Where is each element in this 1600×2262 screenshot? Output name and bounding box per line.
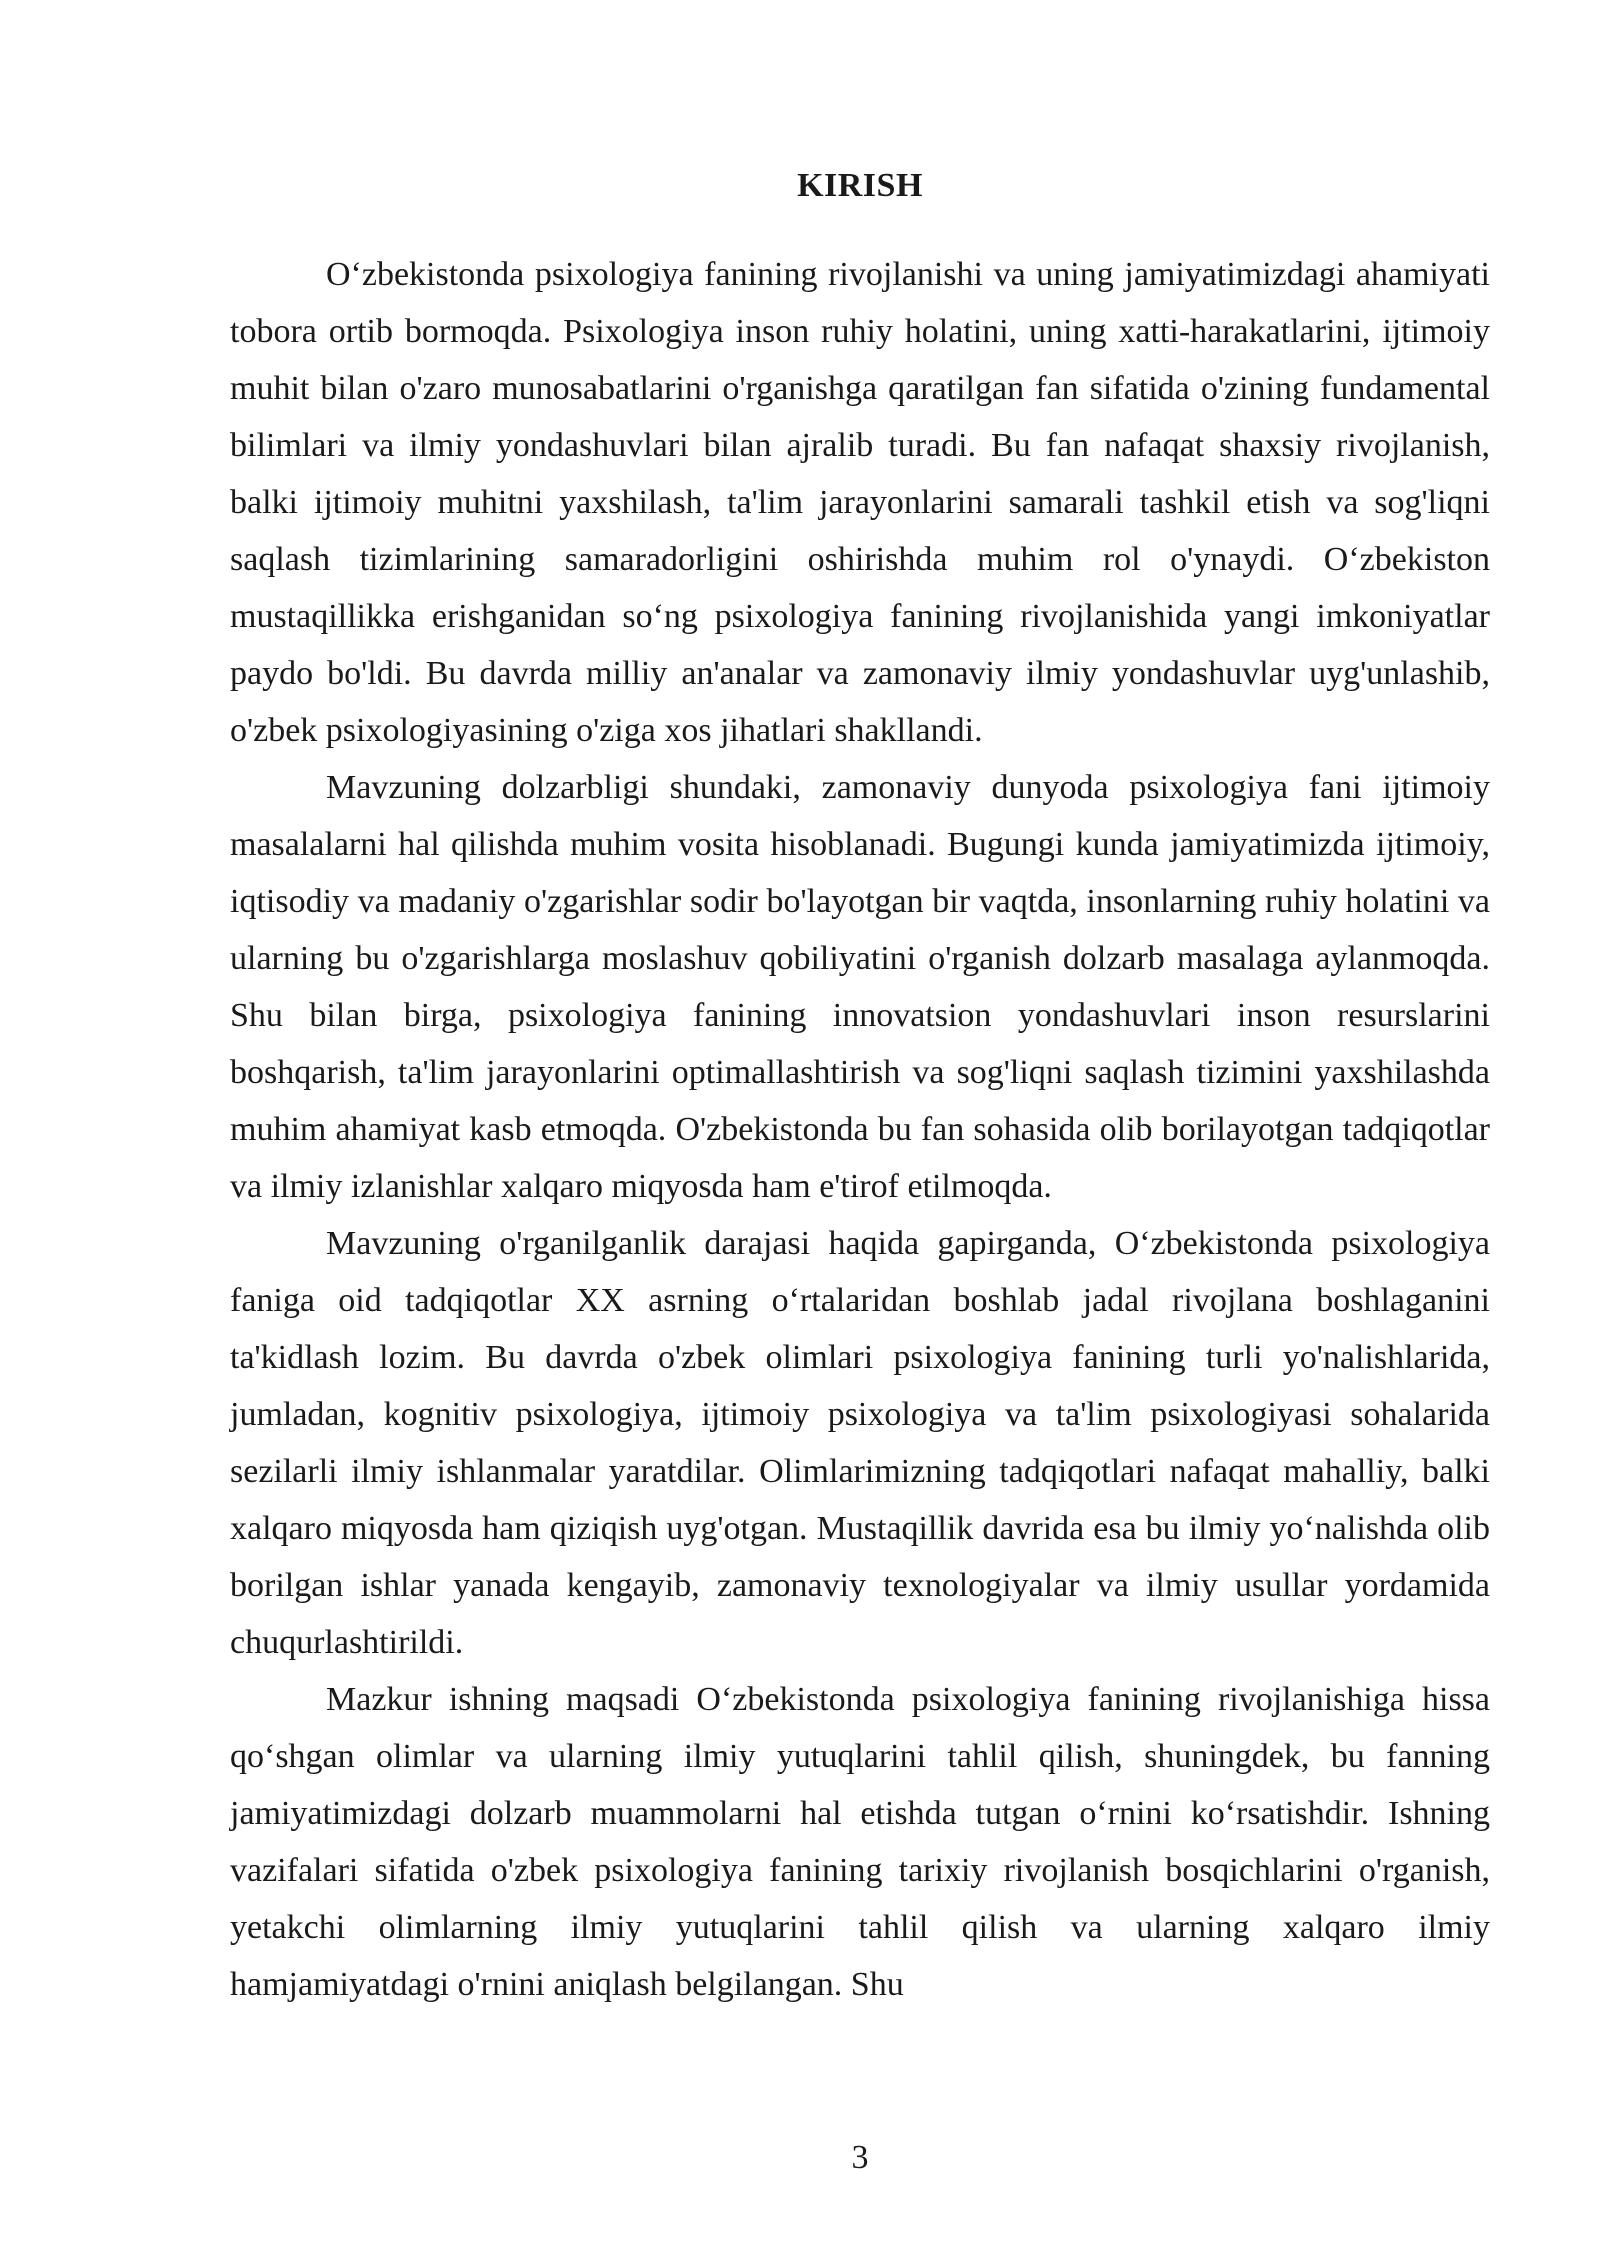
page-number: 3 <box>851 2139 869 2176</box>
body-text <box>230 246 1490 2013</box>
paragraph-relevance: Mavzuning dolzarbligi shundaki, zamonaviy dunyoda psixologiya fani ijtimoiy masalalarni hal qilishda muhim vosita hisoblanadi. Bugungi kunda jamiyatimizda ijtimoiy, iqtisodiy va madaniy o'zgarishlar sodir bo'layotgan bir vaqtda, insonlarning ruhiy holatini va ularning bu o'zgarishlarga moslashuv qobiliyatini o'rganish dolzarb masalaga aylanmoqda. Shu bilan birga, psixologiya fanining innovatsion yondashuvlari inson resurslarini boshqarish, ta'lim jarayonlarini optimallashtirish va sog'liqni saqlash tizimini yaxshilashda muhim ahamiyat kasb etmoqda. O'zbekistonda bu fan sohasida olib borilayotgan tadqiqotlar va ilmiy izlanishlar xalqaro miqyosda ham e'tirof etilmoqda. <box>230 769 1490 1205</box>
paragraph-goal: Mazkur ishning maqsadi O‘zbekistonda psixologiya fanining rivojlanishiga hissa qo‘shgan olimlar va ularning ilmiy yutuqlarini tahlil qilish, shuningdek, bu fanning jamiyatimizdagi dolzarb muammolarni hal etishda tutgan o‘rnini ko‘rsatishdir. Ishning vazifalari sifatida o'zbek psixologiya fanining tarixiy rivojlanish bosqichlarini o'rganish, yetakchi olimlarning ilmiy yutuqlarini tahlil qilish va ularning xalqaro ilmiy hamjamiyatdagi o'rnini aniqlash belgilangan. Shu <box>230 1681 1490 2003</box>
paragraph-introduction: O‘zbekistonda psixologiya fanining rivojlanishi va uning jamiyatimizdagi ahamiyati tobora ortib bormoqda. Psixologiya inson ruhiy holatini, uning xatti-harakatlarini, ijtimoiy muhit bilan o'zaro munosabatlarini o'rganishga qaratilgan fan sifatida o'zining fundamental bilimlari va ilmiy yondashuvlari bilan ajralib turadi. Bu fan nafaqat shaxsiy rivojlanish, balki ijtimoiy muhitni yaxshilash, ta'lim jarayonlarini samarali tashkil etish va sog'liqni saqlash tizimlarining samaradorligini oshirishda muhim rol o'ynaydi. O‘zbekiston mustaqillikka erishganidan so‘ng psixologiya fanining rivojlanishida yangi imkoniyatlar paydo bo'ldi. Bu davrda milliy an'analar va zamonaviy ilmiy yondashuvlar uyg'unlashib, o'zbek psixologiyasining o'ziga xos jihatlari shakllandi. <box>230 256 1490 749</box>
paragraph-study-level: Mavzuning o'rganilganlik darajasi haqida gapirganda, O‘zbekistonda psixologiya faniga oid tadqiqotlar XX asrning o‘rtalaridan boshlab jadal rivojlana boshlaganini ta'kidlash lozim. Bu davrda o'zbek olimlari psixologiya fanining turli yo'nalishlarida, jumladan, kognitiv psixologiya, ijtimoiy psixologiya va ta'lim psixologiyasi sohalarida sezilarli ilmiy ishlanmalar yaratdilar. Olimlarimizning tadqiqotlari nafaqat mahalliy, balki xalqaro miqyosda ham qiziqish uyg'otgan. Mustaqillik davrida esa bu ilmiy yo‘nalishda olib borilgan ishlar yanada kengayib, zamonaviy texnologiyalar va ilmiy usullar yordamida chuqurlashtirildi. <box>230 1225 1490 1661</box>
page-title: KIRISH <box>797 167 923 204</box>
